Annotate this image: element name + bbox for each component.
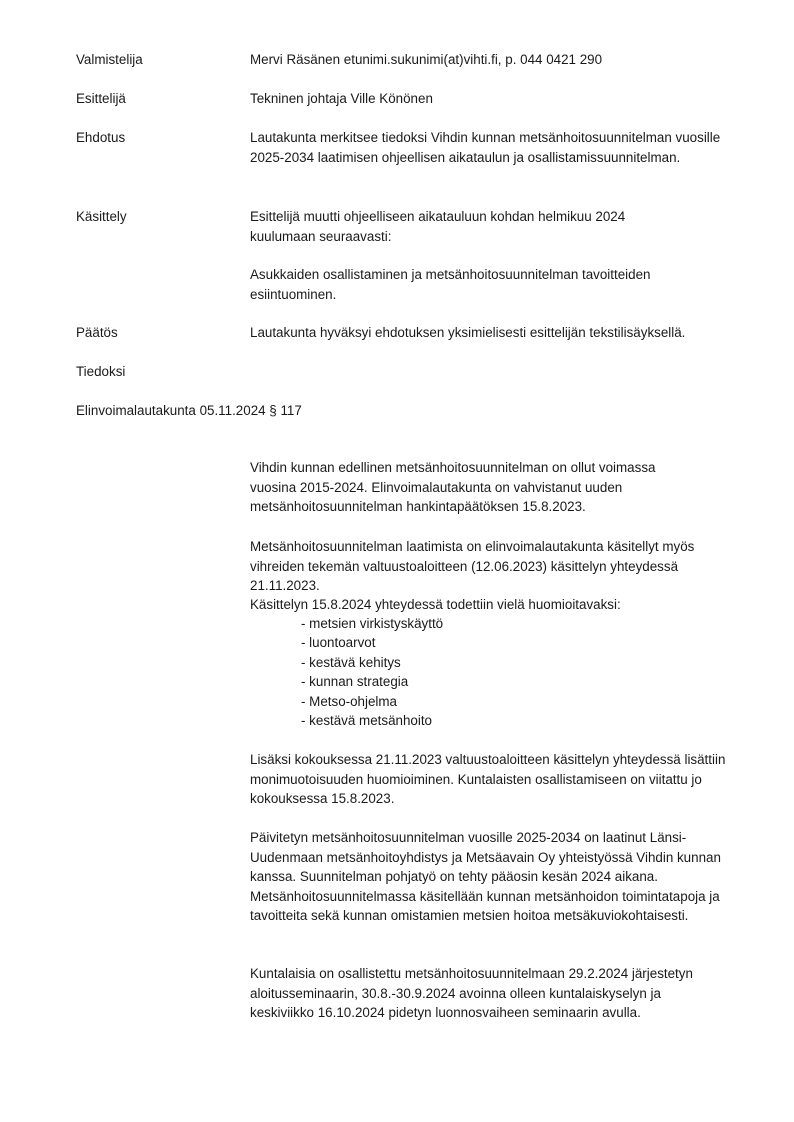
ehdotus-value: Lautakunta merkitsee tiedoksi Vihdin kunnan metsänhoitosuunnitelman vuosille 2025-2034 laatimisen ohjeellisen aikataulun ja osallistamissuunnitelman. — [250, 130, 721, 165]
paatos-value: Lautakunta hyväksyi ehdotuksen yksimielisesti esittelijän tekstilisäyksellä. — [250, 325, 686, 340]
list-item: - kunnan strategia — [301, 674, 409, 689]
paragraph-3: Käsittelyn 15.8.2024 yhteydessä todettiin vielä huomioitavaksi: — [250, 597, 621, 612]
tiedoksi-label: Tiedoksi — [76, 364, 126, 379]
paragraph-1: Vihdin kunnan edellinen metsänhoitosuunnitelman on ollut voimassa vuosina 2015-2024. Elinvoimalautakunta on vahvistanut uuden metsänhoitosuunnitelman hankintapäätöksen 15.8.2023. — [250, 460, 656, 514]
list-item: - Metso-ohjelma — [301, 694, 397, 709]
kasittely-value-2: Asukkaiden osallistaminen ja metsänhoitosuunnitelman tavoitteiden esiintuominen. — [250, 267, 651, 302]
paragraph-2: Metsänhoitosuunnitelman laatimista on elinvoimalautakunta käsitellyt myös vihreiden tekemän valtuustoaloitteen (12.06.2023) käsittelyn yhteydessä 21.11.2023. — [250, 539, 695, 593]
esittelija-label: Esittelijä — [76, 91, 126, 106]
paragraph-6: Kuntalaisia on osallistettu metsänhoitosuunnitelmaan 29.2.2024 järjestetyn aloitusseminaarin, 30.8.-30.9.2024 avoinna olleen kuntalaiskyselyn ja keskiviikko 16.10.2024 pidetyn luonnosvaiheen seminaarin avulla. — [250, 966, 693, 1020]
list-item: - luontoarvot — [301, 635, 376, 650]
esittelija-value: Tekninen johtaja Ville Könönen — [250, 91, 433, 106]
kasittely-label: Käsittely — [76, 209, 127, 224]
valmistelija-value: Mervi Räsänen etunimi.sukunimi(at)vihti.fi, p. 044 0421 290 — [250, 52, 603, 67]
paragraph-4: Lisäksi kokouksessa 21.11.2023 valtuustoaloitteen käsittelyn yhteydessä lisättiin monimuotoisuuden huomioiminen. Kuntalaisten osallistamiseen on viitattu jo kokouksessa 15.8.2023. — [250, 752, 726, 806]
paragraph-5: Päivitetyn metsänhoitosuunnitelman vuosille 2025-2034 on laatinut Länsi-Uudenmaan metsänhoitoyhdistys ja Metsäavain Oy yhteistyössä Vihdin kunnan kanssa. Suunnitelman pohjatyö on tehty pääosin kesän 2024 aikana. Metsänhoitosuunnitelmassa käsitellään kunnan metsänhoidon toimintatapoja ja tavoitteita sekä kunnan omistamien metsien hoitoa metsäkuviokohtaisesti. — [250, 830, 721, 923]
ehdotus-label: Ehdotus — [76, 130, 126, 145]
valmistelija-label: Valmistelija — [76, 52, 143, 67]
section-heading: Elinvoimalautakunta 05.11.2024 § 117 — [76, 403, 302, 418]
paatos-label: Päätös — [76, 325, 118, 340]
list-item: - metsien virkistyskäyttö — [301, 616, 444, 631]
kasittely-value: Esittelijä muutti ohjeelliseen aikatauluun kohdan helmikuu 2024 kuulumaan seuraavasti: — [250, 209, 626, 244]
list-item: - kestävä metsänhoito — [301, 713, 432, 728]
list-item: - kestävä kehitys — [301, 655, 401, 670]
